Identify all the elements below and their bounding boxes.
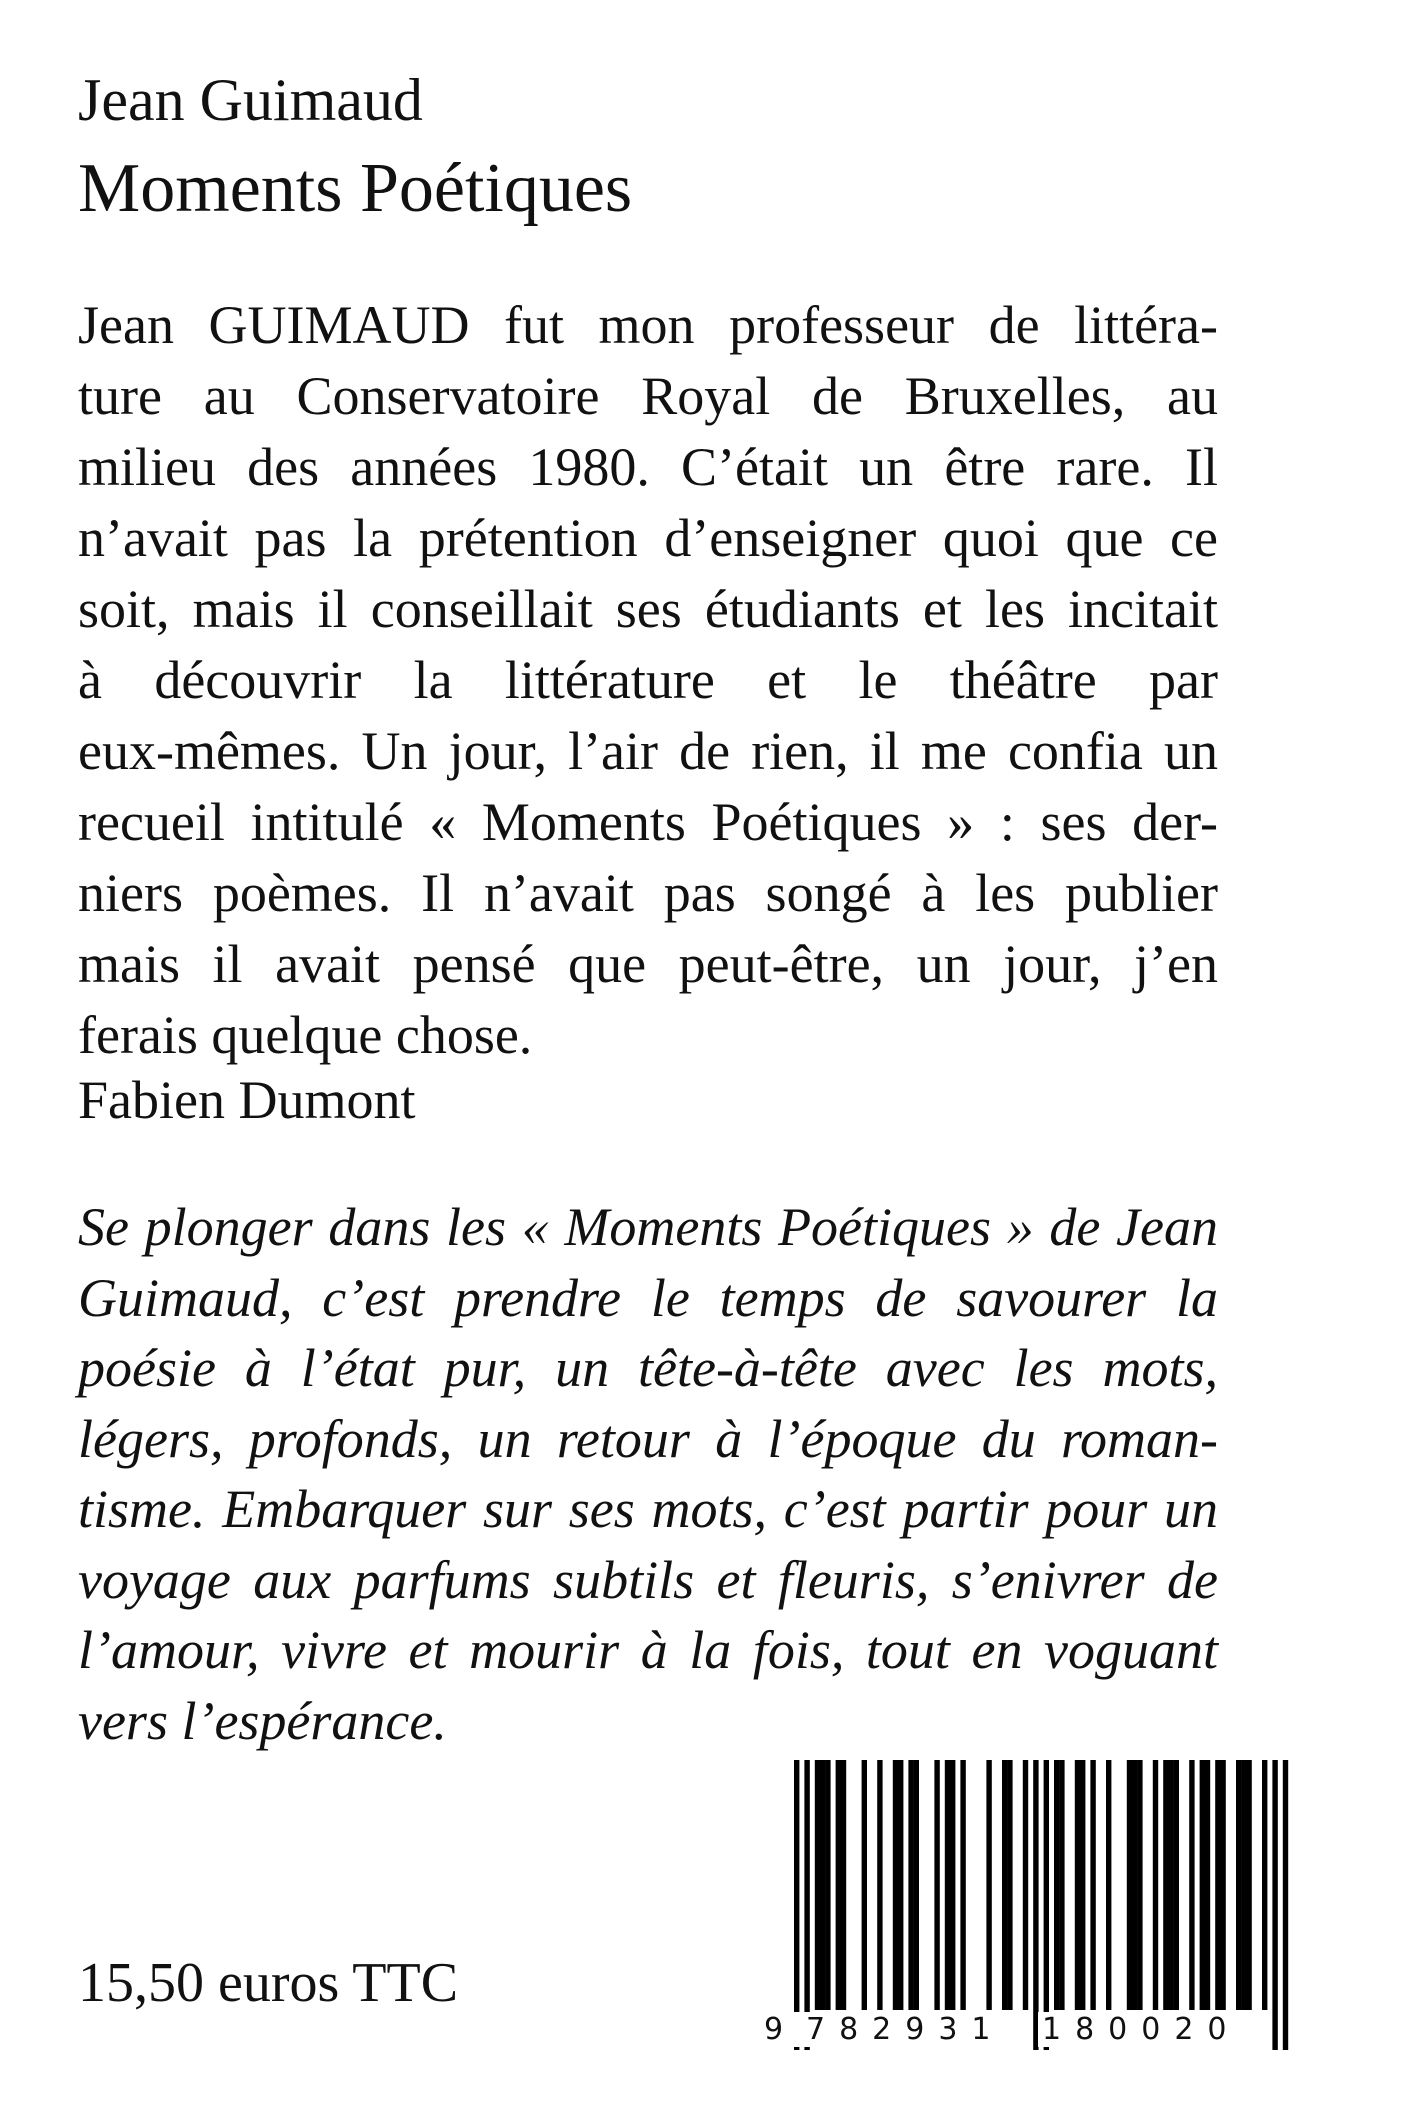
barcode-bar [1272, 1760, 1277, 2050]
barcode-bar [1189, 1760, 1194, 2010]
barcode-bar [815, 1760, 820, 2010]
barcode-bar [914, 1760, 919, 2010]
barcode-bar [1246, 1760, 1251, 2010]
review-line: Guimaud, c’est prendre le temps de savourer la [78, 1267, 1218, 1328]
barcode-bar [862, 1760, 867, 2010]
barcode-digits-left: 782931 [802, 2012, 1009, 2047]
review-line: Se plonger dans les « Moments Poétiques » de Jean [78, 1197, 1218, 1257]
review-line: vers l’espérance. [78, 1690, 447, 1751]
barcode-digits [760, 2012, 1296, 2062]
publisher-blurb [78, 290, 1218, 1071]
blurb-line: n’avait pas la prétention d’enseigner quoi que ce [78, 508, 1218, 568]
review-line: poésie à l’état pur, un tête-à-tête avec les mots, [78, 1338, 1218, 1398]
blurb-line: niers poèmes. Il n’avait pas songé à les publier [78, 863, 1218, 923]
barcode-bar [1220, 1760, 1225, 2010]
barcode-bar [893, 1760, 898, 2010]
italic-review [78, 1192, 1218, 1756]
review-line: légers, profonds, un retour à l’époque du roman- [78, 1408, 1218, 1469]
barcode-bar [1205, 1760, 1210, 2010]
barcode-bar [1236, 1760, 1241, 2010]
blurb-line: eux-mêmes. Un jour, l’air de rien, il me confia un [78, 721, 1218, 781]
barcode-bar [1033, 1760, 1038, 2050]
blurb-line: recueil intitulé « Moments Poétiques » : ses der- [78, 792, 1218, 852]
barcode-bar [1090, 1760, 1095, 2010]
blurb-line: ture au Conservatoire Royal de Bruxelles, au [78, 366, 1218, 426]
barcode-bar [945, 1760, 950, 2010]
barcode-bar [1174, 1760, 1179, 2010]
barcode-bar [825, 1760, 830, 2010]
barcode-bar [1023, 1760, 1028, 2010]
barcode-bar [1054, 1760, 1059, 2010]
barcode-bar [1132, 1760, 1137, 2010]
review-line: voyage aux parfums subtils et fleuris, s’enivrer de [78, 1549, 1218, 1610]
barcode-bar [1283, 1760, 1288, 2050]
blurb-line: Jean GUIMAUD fut mon professeur de littéra- [78, 295, 1218, 355]
review-line: l’amour, vivre et mourir à la fois, tout en voguant [78, 1620, 1218, 1680]
blurb-line: mais il avait pensé que peut-être, un jour, j’en [78, 934, 1218, 994]
barcode-bar [1262, 1760, 1267, 2010]
barcode-bar [841, 1760, 846, 2010]
review-line: tisme. Embarquer sur ses mots, c’est partir pour un [78, 1479, 1218, 1539]
barcode-bar [1200, 1760, 1205, 2010]
barcode-bar [1044, 1760, 1049, 2050]
book-author: Jean Guimaud [78, 67, 423, 133]
barcode-bar [1002, 1760, 1007, 2010]
blurb-line: ferais quelque chose. [78, 1005, 533, 1065]
barcode-bar [820, 1760, 825, 2010]
barcode-bar [1127, 1760, 1132, 2010]
barcode-bar [804, 1760, 809, 2050]
blurb-line: soit, mais il conseillait ses étudiants et les incitait [78, 579, 1218, 639]
barcode-bar [1241, 1760, 1246, 2010]
barcode-bar [877, 1760, 882, 2010]
barcode-bar [908, 1760, 913, 2010]
barcode-bar [1137, 1760, 1142, 2010]
barcode-bar [1215, 1760, 1220, 2010]
price-label: 15,50 euros TTC [78, 1952, 459, 2014]
barcode-bar [836, 1760, 841, 2010]
barcode-bar [960, 1760, 965, 2010]
barcode-bar [986, 1760, 991, 2010]
barcode-bar [1163, 1760, 1168, 2010]
barcode-bar [1007, 1760, 1012, 2010]
book-title: Moments Poétiques [78, 150, 633, 227]
barcode-digit-first: 9 [760, 2012, 801, 2047]
barcode-digits-right: 180020 [1038, 2012, 1245, 2047]
barcode-bar [1059, 1760, 1064, 2010]
barcode-bar [898, 1760, 903, 2010]
barcode-bar [934, 1760, 939, 2010]
barcode-bar [1080, 1760, 1085, 2010]
barcode-bar [950, 1760, 955, 2010]
barcode-bar [1106, 1760, 1111, 2010]
barcode-bar [794, 1760, 799, 2050]
barcode-bar [1153, 1760, 1158, 2010]
blurb-line: à découvrir la littérature et le théâtre par [78, 650, 1218, 710]
barcode-bar [1075, 1760, 1080, 2010]
barcode-bar [1168, 1760, 1173, 2010]
blurb-signature: Fabien Dumont [78, 1070, 416, 1130]
blurb-line: milieu des années 1980. C’était un être rare. Il [78, 437, 1218, 497]
